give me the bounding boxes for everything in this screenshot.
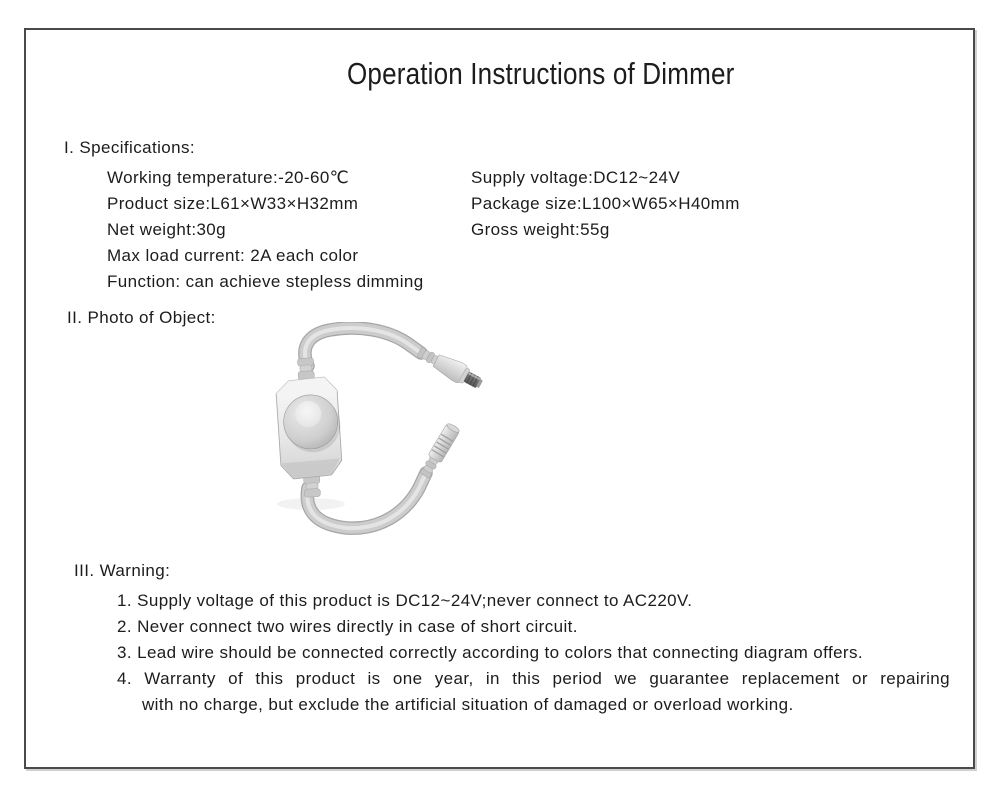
dimmer-body: [274, 356, 344, 498]
spec-working-temperature: Working temperature:-20-60℃: [107, 168, 350, 187]
warning-item-3: 3. Lead wire should be connected correctly according to colors that connecting diagram offers.: [117, 643, 864, 662]
body-top-strain-relief: [297, 358, 314, 381]
spec-product-size: Product size:L61×W33×H32mm: [107, 194, 359, 213]
cable-to-male-plug: [305, 328, 421, 366]
spec-gross-weight: Gross weight:55g: [471, 220, 610, 239]
spec-max-load-current: Max load current: 2A each color: [107, 246, 359, 265]
warning-item-1: 1. Supply voltage of this product is DC12~24V;never connect to AC220V.: [117, 591, 693, 610]
warning-list: [117, 588, 950, 718]
warning-item-4-line-2: with no charge, but exclude the artificial situation of damaged or overload working.: [142, 695, 794, 714]
specifications-left-column: [107, 165, 424, 295]
spec-supply-voltage: Supply voltage:DC12~24V: [471, 168, 681, 187]
spec-function: Function: can achieve stepless dimming: [107, 272, 424, 291]
female-dc-jack: [418, 422, 461, 480]
section-heading-warning: III. Warning:: [74, 561, 171, 580]
spec-net-weight: Net weight:30g: [107, 220, 227, 239]
warning-item-4-line-1: 4. Warranty of this product is one year, in this period we guarantee replacement or repairing: [117, 669, 950, 688]
warning-item-2: 2. Never connect two wires directly in case of short circuit.: [117, 617, 578, 636]
section-heading-specifications: I. Specifications:: [64, 138, 195, 157]
page-title: Operation Instructions of Dimmer: [347, 56, 735, 91]
male-dc-plug: [415, 343, 486, 394]
section-heading-photo: II. Photo of Object:: [67, 308, 216, 327]
specifications-right-column: [471, 165, 740, 243]
dimmer-product-photo: [245, 322, 545, 550]
spec-package-size: Package size:L100×W65×H40mm: [471, 194, 740, 213]
